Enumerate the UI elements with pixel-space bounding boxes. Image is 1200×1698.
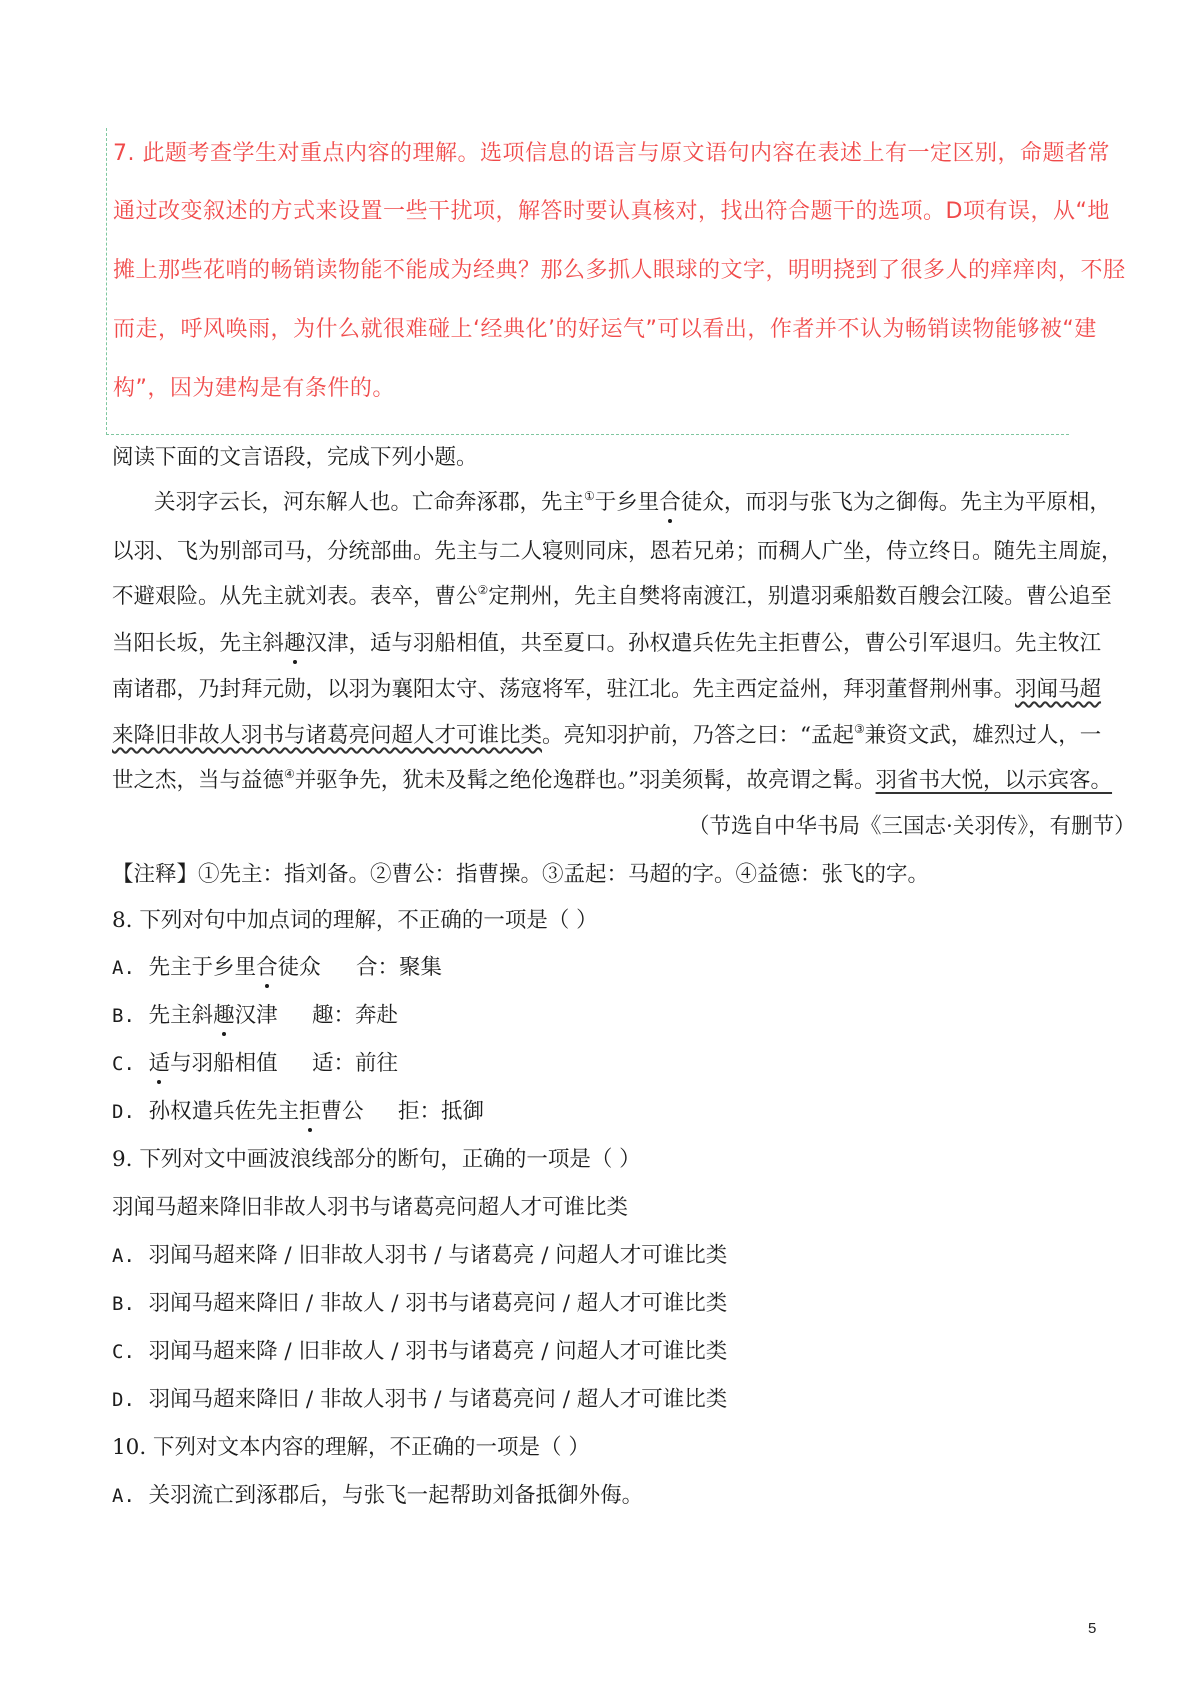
passage-line-4: 当阳长坂，先主斜趣汉津，适与羽船相值，共至夏口。孙权遣兵佐先主拒曹公，曹公引军退归。先主牧江 (112, 626, 1101, 657)
passage-line-7: 世之杰，当与益德④并驱争先，犹未及髯之绝伦逸群也。”羽美须髯，故亮谓之髯。羽省书大悦，以示宾客。 (112, 767, 1113, 793)
emphasis-dot-shi: 适 (149, 1046, 171, 1077)
q8-option-a[interactable]: A. 先主于乡里合徒众 (112, 950, 321, 981)
question-8-stem: 8. 下列对句中加点词的理解，不正确的一项是（ ） (112, 908, 598, 933)
answer-line-1: 7. 此题考查学生对重点内容的理解。选项信息的语言与原文语句内容在表述上有一定区别，命题者常 (113, 141, 1110, 166)
q9-sentence: 羽闻马超来降旧非故人羽书与诸葛亮问超人才可谁比类 (112, 1195, 629, 1220)
answer-line-5: 构”，因为建构是有条件的。 (113, 376, 395, 401)
passage-line-1: 关羽字云长，河东解人也。亡命奔涿郡，先主①于乡里合徒众，而羽与张飞为之御侮。先主为平原相， (154, 485, 1111, 516)
annotation-notes: 【注释】①先主：指刘备。②曹公：指曹操。③孟起：马超的字。④益德：张飞的字。 (112, 862, 930, 887)
answer-line-4: 而走，呼风唤雨，为什么就很难碰上‘经典化’的好运气”可以看出，作者并不认为畅销读物能够被“建 (113, 317, 1097, 342)
question-9-stem: 9. 下列对文中画波浪线部分的断句，正确的一项是（ ） (112, 1147, 641, 1172)
emphasis-dot-he: 合 (659, 485, 681, 516)
q9-option-c[interactable]: C. 羽闻马超来降 / 旧非故人 / 羽书与诸葛亮 / 问超人才可谁比类 (112, 1339, 728, 1364)
passage-source: （节选自中华书局《三国志·关羽传》，有删节） (688, 814, 1136, 839)
q9-option-a[interactable]: A. 羽闻马超来降 / 旧非故人羽书 / 与诸葛亮 / 问超人才可谁比类 (112, 1243, 728, 1268)
q8-option-d-gloss: 拒：抵御 (398, 1099, 485, 1124)
answer-line-2: 通过改变叙述的方式来设置一些干扰项，解答时要认真核对，找出符合题干的选项。D项有误，从“地 (113, 199, 1110, 224)
passage-line-3: 不避艰险。从先主就刘表。表卒，曹公②定荆州，先主自樊将南渡江，别遣羽乘船数百艘会江陵。曹公追至 (112, 583, 1112, 609)
q8-option-d[interactable]: D. 孙权遣兵佐先主拒曹公 (112, 1094, 364, 1125)
emphasis-dot-qu: 趣 (213, 998, 235, 1029)
answer-explanation-box (106, 128, 1126, 435)
reading-instruction: 阅读下面的文言语段，完成下列小题。 (112, 445, 478, 470)
q8-option-b-gloss: 趣：奔赴 (312, 1003, 399, 1028)
q8-option-c[interactable]: C. 适与羽船相值 (112, 1046, 278, 1077)
q8-option-b[interactable]: B. 先主斜趣汉津 (112, 998, 278, 1029)
passage-line-5: 南诸郡，乃封拜元勋，以羽为襄阳太守、荡寇将军，驻江北。先主西定益州，拜羽董督荆州事。羽闻马超 (112, 677, 1102, 702)
emphasis-dot-qu: 趣 (284, 626, 306, 657)
wavy-underline-start: 羽闻马超 (1015, 677, 1102, 702)
wavy-underline-sentence: 来降旧非故人羽书与诸葛亮问超人才可谁比类 (112, 723, 543, 748)
passage-line-6: 来降旧非故人羽书与诸葛亮问超人才可谁比类。亮知羽护前，乃答之曰：“孟起③兼资文武，雄烈过人，一 (112, 722, 1102, 748)
q8-option-c-gloss: 适：前往 (312, 1051, 399, 1076)
q9-option-b[interactable]: B. 羽闻马超来降旧 / 非故人 / 羽书与诸葛亮问 / 超人才可谁比类 (112, 1291, 728, 1316)
q9-option-d[interactable]: D. 羽闻马超来降旧 / 非故人羽书 / 与诸葛亮问 / 超人才可谁比类 (112, 1387, 728, 1412)
page-number: 5 (1088, 1620, 1097, 1637)
q10-option-a[interactable]: A. 关羽流亡到涿郡后，与张飞一起帮助刘备抵御外侮。 (112, 1483, 644, 1508)
q8-option-a-gloss: 合：聚集 (356, 955, 443, 980)
emphasis-dot-ju: 拒 (299, 1094, 321, 1125)
answer-line-3: 摊上那些花哨的畅销读物能不能成为经典？那么多抓人眼球的文字，明明挠到了很多人的痒痒肉，不胫 (113, 258, 1126, 283)
emphasis-dot-he: 合 (256, 950, 278, 981)
passage-line-2: 以羽、飞为别部司马，分统部曲。先主与二人寝则同床，恩若兄弟；而稠人广坐，侍立终日。随先主周旋， (112, 539, 1123, 564)
underlined-sentence: 羽省书大悦，以示宾客。 (875, 768, 1113, 793)
question-10-stem: 10. 下列对文本内容的理解，不正确的一项是（ ） (112, 1435, 590, 1460)
